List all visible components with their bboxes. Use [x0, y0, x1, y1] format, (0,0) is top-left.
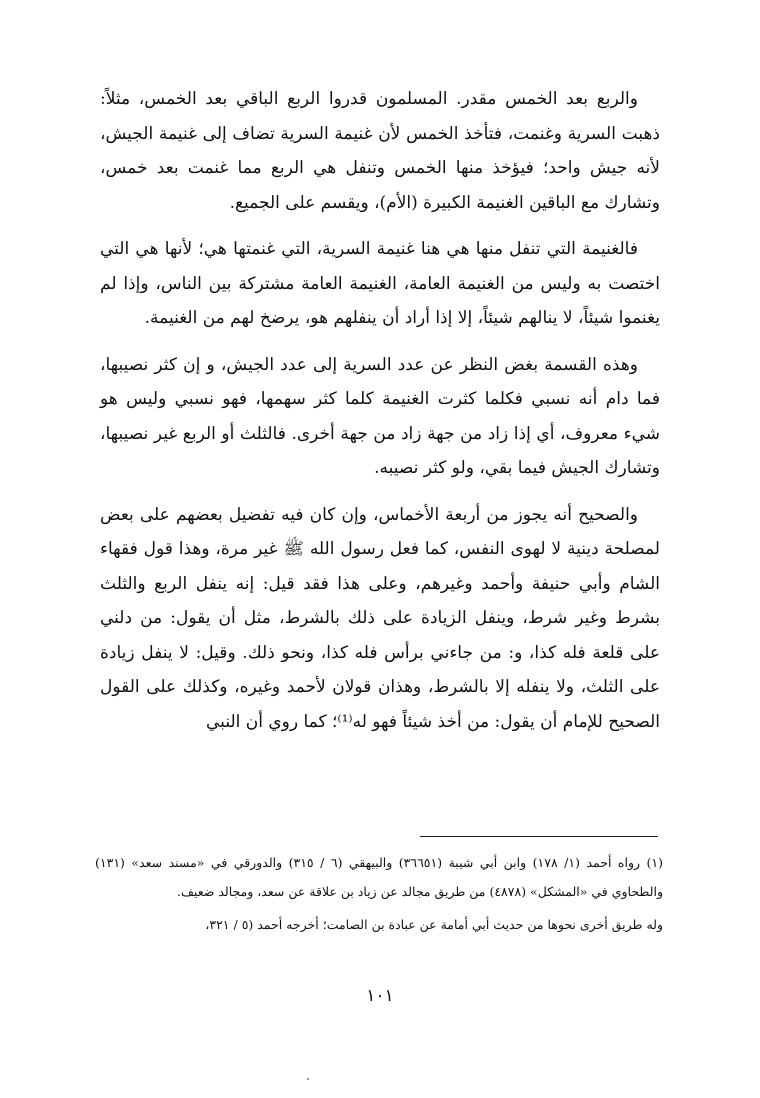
footnotes — [95, 848, 663, 943]
page-number: ١٠١ — [366, 986, 394, 1006]
footnote-2: وله طريق أخرى نحوها من حديث أبي أمامة عن عبادة بن الصامت؛ أخرجه أحمد (٥ / ٣٢١، — [205, 917, 663, 932]
main-text — [100, 82, 660, 751]
footnote-separator — [420, 836, 658, 837]
paragraph-1: والربع بعد الخمس مقدر. المسلمون قدروا الربع الباقي بعد الخمس، مثلاً: ذهبت السرية وغنمت، فتأخذ الخمس لأن غنيمة السرية تضاف إلى غنيمة الجيش، لأنه جيش واحد؛ فيؤخذ منها الخمس وتنفل هي الربع مما غنمت بعد خمس، وتشارك مع الباقين الغنيمة الكبيرة (الأم)، ويقسم على الجميع. — [100, 89, 660, 213]
paragraph-2: فالغنيمة التي تنفل منها هي هنا غنيمة السرية، التي غنمتها هي؛ لأنها هي التي اختصت به وليس من الغنيمة العامة، الغنيمة العامة مشتركة بين الناس، وإذا لم يغنموا شيئاً، لا ينالهم شيئاً، إلا إذا أراد أن ينفلهم هو، يرضخ لهم من الغنيمة. — [100, 239, 660, 328]
footnote-1: (١) رواه أحمد (١/ ١٧٨) وابن أبي شيبة (٣٦٦٥١) والبيهقي (٦ / ٣١٥) والدورقي في «مسند سعد» (١٣١) والطحاوي في «المشكل» (٤٨٧٨) من طريق مجالد عن زياد بن علاقة عن سعد، ومجالد ضعيف. — [95, 855, 663, 899]
paragraph-4: والصحيح أنه يجوز من أربعة الأخماس، وإن كان فيه تفضيل بعضهم على بعض لمصلحة دينية لا لهوى النفس، كما فعل رسول الله ﷺ غير مرة، وهذا قول فقهاء الشام وأبي حنيفة وأحمد وغيرهم، وعلى هذا فقد قيل: إنه ينفل الربع والثلث بشرط وغير شرط، وينفل الزيادة على ذلك بالشرط، مثل أن يقول: من دلني على قلعة فله كذا، و: من جاءني برأس فله كذا، ونحو ذلك. وقيل: لا ينفل زيادة على الثلث، ولا ينفله إلا بالشرط، وهذان قولان لأحمد وغيره، وكذلك على القول الصحيح للإمام أن يقول: من أخذ شيئاً فهو له⁽¹⁾؛ كما روي أن النبي — [100, 504, 660, 732]
scan-speck — [307, 1078, 309, 1080]
paragraph-3: وهذه القسمة بغض النظر عن عدد السرية إلى عدد الجيش، و إن كثر نصيبها، فما دام أنه نسبي فكلما كثرت الغنيمة كلما كثر سهمها، فهو نسبي وليس هو شيء معروف، أي إذا زاد من جهة زاد من جهة أخرى. فالثلث أو الربع غير نصيبها، وتشارك الجيش فيما بقي، ولو كثر نصيبه. — [100, 354, 660, 478]
